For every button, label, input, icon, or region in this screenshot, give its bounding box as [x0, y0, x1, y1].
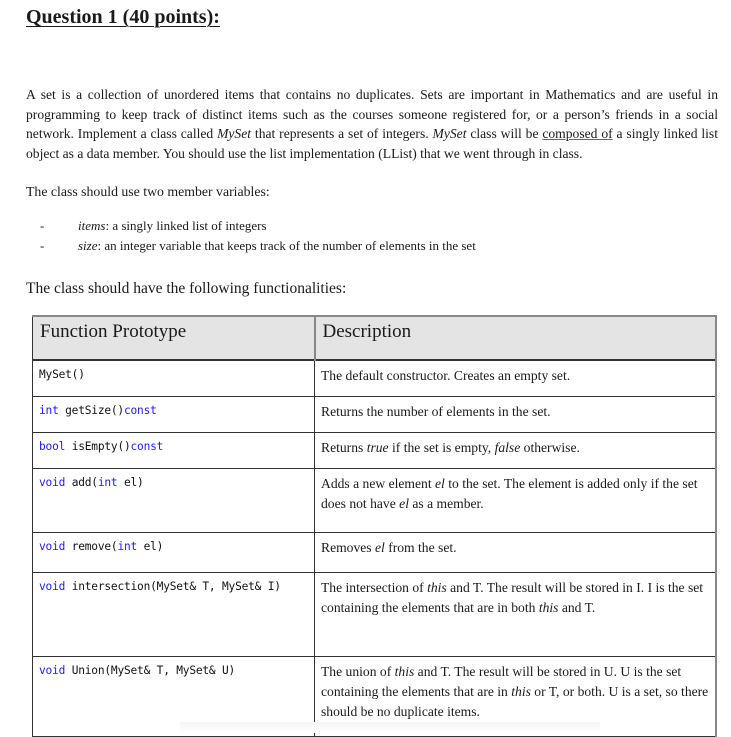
code-text: MySet() [39, 368, 85, 381]
code-keyword: int [97, 476, 118, 489]
class-name-myset: MySet [217, 126, 252, 142]
member-variable-item [40, 236, 476, 256]
code-text: el) [117, 476, 144, 489]
description-text: from the set. [384, 540, 457, 555]
member-name: size [78, 238, 98, 253]
function-description [315, 360, 717, 397]
function-description [315, 469, 717, 533]
function-prototype [33, 397, 315, 433]
class-name-myset: MySet [432, 126, 467, 142]
header-function-prototype: Function Prototype [33, 316, 315, 360]
function-prototype [33, 573, 315, 657]
member-variables-list [40, 216, 476, 256]
code-text: add( [65, 476, 98, 489]
function-description [315, 533, 717, 573]
page-shadow [180, 722, 600, 733]
function-prototype [33, 469, 315, 533]
table-row [33, 433, 717, 469]
emphasis-text: el [435, 476, 445, 491]
member-desc: an integer variable that keeps track of the number of elements in the set [101, 238, 476, 253]
function-prototype [33, 360, 315, 397]
function-description [315, 433, 717, 469]
description-text: or T, or both. U is a set, so there should be no duplicate items. [321, 684, 709, 719]
code-text: isEmpty() [65, 440, 131, 453]
composed-of-underlined: composed of [542, 126, 613, 142]
table-row [33, 573, 717, 657]
function-prototype [33, 433, 315, 469]
code-text: el) [137, 540, 164, 553]
function-description [315, 573, 717, 657]
description-text: Returns the number of elements in the set. [321, 404, 551, 419]
member-name: items [78, 218, 106, 233]
code-keyword: bool [39, 440, 66, 453]
table-row [33, 397, 717, 433]
emphasis-text: el [375, 540, 385, 555]
intro-text-4: a singly linked list object as a data member. You should use the list implementation (LList) that we went through in class. [26, 126, 718, 161]
code-keyword: void [39, 540, 66, 553]
separator: : [97, 238, 102, 253]
code-keyword: void [39, 580, 66, 593]
emphasis-text: true [366, 440, 389, 455]
table-row [33, 533, 717, 573]
code-keyword: void [39, 476, 66, 489]
emphasis-text: false [494, 440, 521, 455]
code-keyword: const [130, 440, 164, 453]
emphasis-text: this [511, 684, 531, 699]
table-header-row [33, 316, 717, 360]
description-text: and T. The result will be stored in U. U is the set containing the elements that are in [321, 664, 682, 699]
code-text: getSize() [58, 404, 124, 417]
code-text: intersection(MySet& T, MySet& I) [65, 580, 281, 593]
code-keyword: int [39, 404, 59, 417]
member-variable-item [40, 216, 476, 236]
members-heading: The class should use two member variables: [26, 184, 270, 199]
description-text: if the set is empty, [388, 440, 495, 455]
functionalities-heading: The class should have the following functionalities: [26, 280, 347, 297]
function-prototype [33, 533, 315, 573]
intro-text-1: A set is a collection of unordered items that contains no duplicates. Sets are important in Mathematics and are useful in programming to keep track of distinct items such as the courses someone registered for, or a person’s friends in a social network. Implement a class called [26, 87, 718, 142]
emphasis-text: this [427, 580, 447, 595]
dash-bullet: - [40, 238, 45, 253]
function-table [32, 315, 717, 737]
intro-text-3: class will be [466, 126, 543, 142]
member-desc: a singly linked list of integers [109, 218, 267, 233]
code-text: remove( [65, 540, 118, 553]
description-text: and T. The result will be stored in I. I is the set containing the elements that are in both [321, 580, 704, 615]
emphasis-text: el [399, 496, 409, 511]
dash-bullet: - [40, 218, 45, 233]
description-text: to the set. The element is added only if the set does not have [321, 476, 698, 511]
header-description: Description [315, 316, 717, 360]
description-text: The intersection of [321, 580, 428, 595]
description-text: Returns [321, 440, 367, 455]
intro-text-2: that represents a set of integers. [251, 126, 433, 142]
code-keyword: const [123, 404, 157, 417]
description-text: The default constructor. Creates an empty set. [321, 368, 571, 383]
description-text: Adds a new element [321, 476, 436, 491]
function-description [315, 397, 717, 433]
separator: : [105, 218, 110, 233]
intro-paragraph [26, 85, 718, 163]
code-text: Union(MySet& T, MySet& U) [65, 664, 236, 677]
description-text: The union of [321, 664, 395, 679]
description-text: otherwise. [520, 440, 580, 455]
description-text: and T. [558, 600, 596, 615]
code-keyword: int [117, 540, 138, 553]
emphasis-text: this [538, 600, 559, 615]
code-keyword: void [39, 664, 66, 677]
table-row [33, 360, 717, 397]
table-row [33, 469, 717, 533]
question-title: Question 1 (40 points): [26, 6, 220, 28]
description-text: Removes [321, 540, 375, 555]
emphasis-text: this [394, 664, 415, 679]
description-text: as a member. [408, 496, 484, 511]
